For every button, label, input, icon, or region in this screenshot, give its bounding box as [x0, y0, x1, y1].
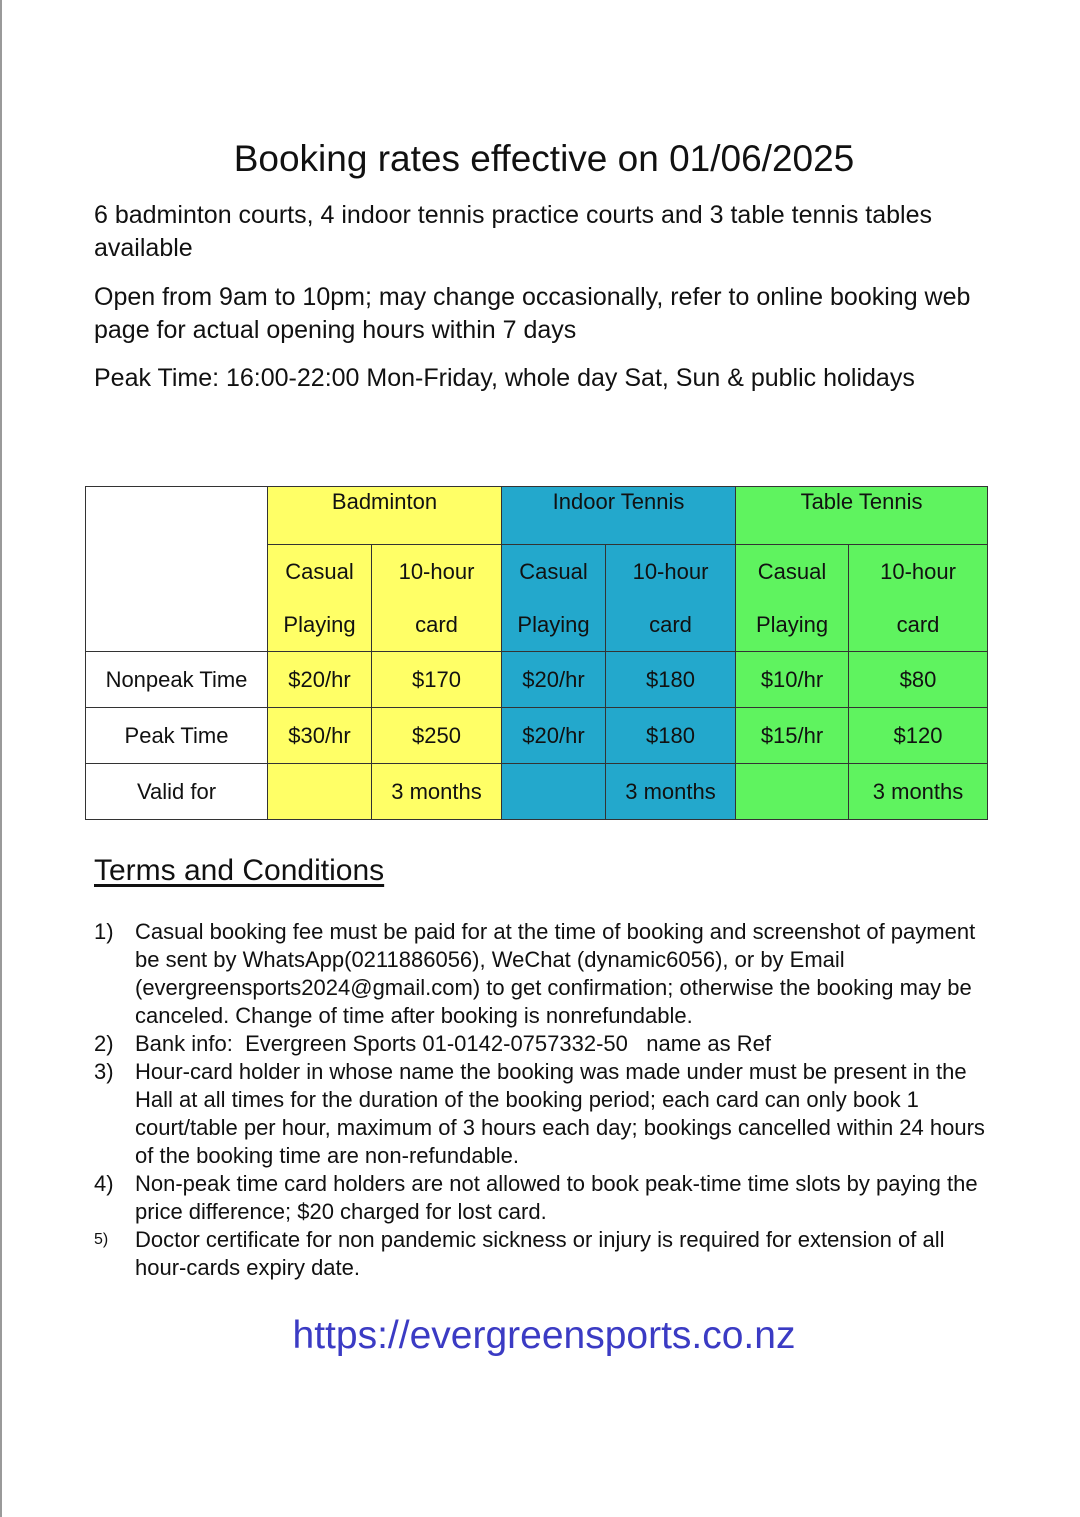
price-cell: $80: [849, 652, 988, 708]
tennis-card-header: 10-hour card: [606, 545, 736, 652]
price-cell: $170: [372, 652, 502, 708]
list-item: [94, 1030, 994, 1058]
tennis-casual-header: Casual Playing: [502, 545, 606, 652]
list-item: [94, 1226, 994, 1282]
row-label: Valid for: [86, 764, 268, 820]
opening-hours-text: Open from 9am to 10pm; may change occasionally, refer to online booking web page for actual opening hours within 7 days: [94, 283, 971, 344]
facilities-text: 6 badminton courts, 4 indoor tennis practice courts and 3 table tennis tables available: [94, 201, 933, 262]
price-cell: $180: [606, 708, 736, 764]
website-link[interactable]: https://evergreensports.co.nz: [292, 1314, 796, 1357]
table-tennis-header: Table Tennis: [736, 487, 988, 545]
page-title: Booking rates effective on 01/06/2025: [233, 138, 855, 179]
validity-cell: 3 months: [372, 764, 502, 820]
validity-cell: 3 months: [606, 764, 736, 820]
table-tennis-casual-header: Casual Playing: [736, 545, 849, 652]
terms-heading: Terms and Conditions: [94, 854, 385, 887]
table-row: [86, 652, 988, 708]
item-number: 5): [94, 1231, 109, 1248]
indoor-tennis-header: Indoor Tennis: [502, 487, 736, 545]
item-number: 4): [94, 1171, 114, 1196]
validity-cell: 3 months: [849, 764, 988, 820]
price-cell: $120: [849, 708, 988, 764]
validity-cell: [502, 764, 606, 820]
row-label: Peak Time: [86, 708, 268, 764]
row-label: Nonpeak Time: [86, 652, 268, 708]
item-number: 3): [94, 1059, 114, 1084]
list-item: [94, 1170, 994, 1226]
price-cell: $30/hr: [268, 708, 372, 764]
item-text: Non-peak time card holders are not allowed to book peak-time time slots by paying the price difference; $20 charged for lost card.: [135, 1171, 978, 1224]
list-item: [94, 918, 994, 1030]
item-text: Hour-card holder in whose name the booking was made under must be present in the Hall at all times for the duration of the booking period; each card can only book 1 court/table per hour, maximum of 3 hours each day; bookings cancelled within 24 hours of the booking time are non-refundable.: [135, 1059, 985, 1168]
price-cell: $10/hr: [736, 652, 849, 708]
page-left-edge: [0, 0, 2, 1517]
list-item: [94, 1058, 994, 1170]
price-cell: $180: [606, 652, 736, 708]
price-cell: $20/hr: [268, 652, 372, 708]
price-cell: $15/hr: [736, 708, 849, 764]
validity-cell: [268, 764, 372, 820]
peak-time-text: Peak Time: 16:00-22:00 Mon-Friday, whole day Sat, Sun & public holidays: [94, 364, 915, 392]
item-number: 1): [94, 919, 114, 944]
badminton-card-header: 10-hour card: [372, 545, 502, 652]
price-cell: $20/hr: [502, 652, 606, 708]
item-text: Casual booking fee must be paid for at the time of booking and screenshot of payment be sent by WhatsApp(0211886056), WeChat (dynamic6056), or by Email (evergreensports2024@gmail.com) to get confirmation; otherwise the booking may be canceled. Change of time after booking is nonrefundable.: [135, 919, 976, 1028]
table-row: [86, 708, 988, 764]
item-text: Doctor certificate for non pandemic sickness or injury is required for extension of all hour-cards expiry date.: [135, 1227, 945, 1280]
terms-list: [94, 918, 994, 1282]
table-tennis-card-header: 10-hour card: [849, 545, 988, 652]
price-cell: $20/hr: [502, 708, 606, 764]
badminton-casual-header: Casual Playing: [268, 545, 372, 652]
price-cell: $250: [372, 708, 502, 764]
corner-cell: [86, 487, 268, 652]
table-row: [86, 764, 988, 820]
badminton-header: Badminton: [268, 487, 502, 545]
rates-table: [85, 486, 988, 820]
validity-cell: [736, 764, 849, 820]
item-text: Bank info: Evergreen Sports 01-0142-0757332-50 name as Ref: [135, 1031, 771, 1056]
item-number: 2): [94, 1031, 114, 1056]
table-header-row: [86, 487, 988, 545]
